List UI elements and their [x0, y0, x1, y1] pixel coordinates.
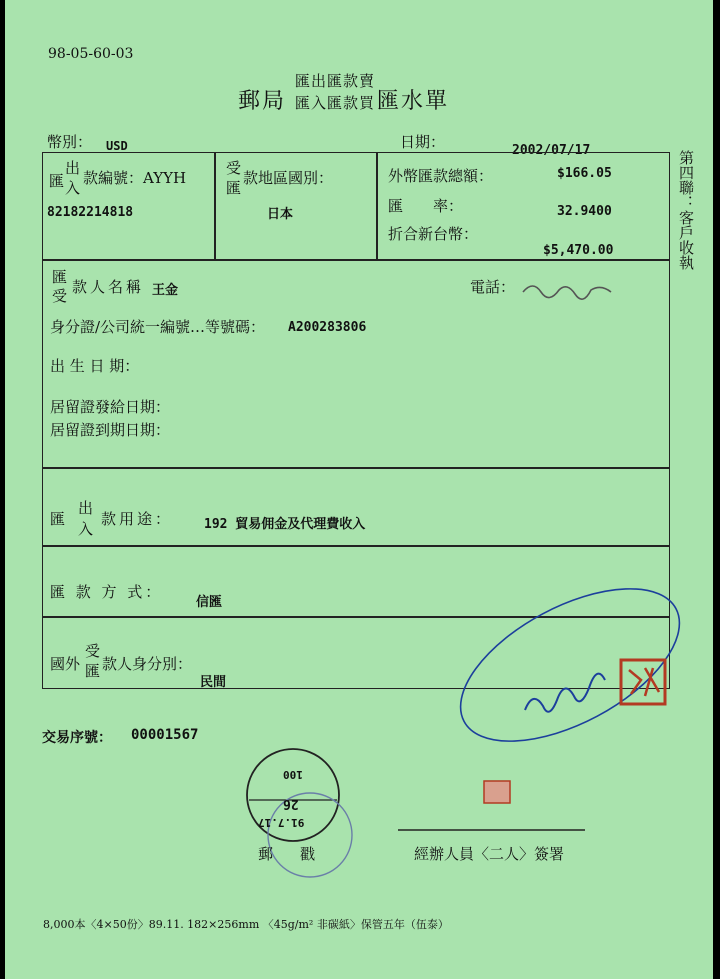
postmark-line1: 100 [283, 768, 303, 781]
residence-expire-label: 居留證到期日期： [50, 421, 171, 439]
postmark-line2: 26 [283, 796, 299, 811]
phone-label: 電話： [470, 278, 516, 296]
identity-top: 受 [85, 642, 101, 660]
marks-layer [5, 0, 713, 979]
method-value: 信匯 [196, 595, 223, 610]
identity-bottom: 匯 [85, 662, 101, 680]
postmark-faint [268, 793, 352, 877]
country-label: 款地區國別： [243, 169, 334, 187]
signature-ellipse [437, 557, 703, 772]
title-top-line: 匯出匯款賣 [295, 72, 376, 90]
postmark-line3: 91.7.17 [258, 816, 305, 829]
fx-total-label: 外幣匯款總額： [388, 167, 494, 185]
fx-total-value: $166.05 [557, 166, 612, 181]
form-code: 98-05-60-03 [48, 46, 134, 62]
country-top: 受 [226, 159, 242, 177]
title-bottom-line: 匯入匯款買 [295, 94, 376, 112]
purpose-prefix: 匯 [50, 510, 66, 528]
id-label: 身分證/公司統一編號…等號碼： [50, 318, 266, 336]
date-value: 2002/07/17 [512, 143, 591, 158]
signature-scrawl [525, 674, 605, 712]
method-label: 匯 款 方 式： [50, 583, 164, 601]
remit-no-bottom: 入 [65, 179, 81, 197]
payee-top: 匯 [52, 268, 68, 286]
identity-value: 民間 [200, 675, 227, 690]
remit-no-label: 款編號：AYYH [83, 169, 187, 187]
postmark-label: 郵 戳 [258, 845, 322, 863]
birth-label: 出 生 日 期： [50, 357, 140, 375]
country-value: 日本 [267, 207, 294, 222]
phone-scribble [523, 286, 611, 299]
remittance-slip [5, 0, 713, 979]
fx-twd-label: 折合新台幣： [388, 225, 479, 243]
fx-twd-value: $5,470.00 [543, 243, 614, 258]
payee-name: 王金 [152, 283, 179, 298]
purpose-value: 192 貿易佣金及代理費收入 [204, 517, 366, 532]
currency-value: USD [106, 139, 128, 153]
purpose-bottom: 入 [78, 520, 94, 538]
remit-no-top: 出 [65, 159, 81, 177]
purpose-label: 款用途： [101, 510, 174, 528]
serial-label: 交易序號： [42, 730, 112, 746]
payee-name-label: 款人名稱 [72, 278, 145, 296]
fx-rate-label: 匯 率： [388, 197, 464, 215]
currency-label: 幣別： [47, 133, 93, 151]
payee-bottom: 受 [52, 287, 68, 305]
remit-no-value: 82182214818 [47, 205, 134, 220]
fx-rate-value: 32.9400 [557, 204, 612, 219]
copy-label: 第四聯：客戶收執 [677, 150, 695, 270]
title-left: 郵局 [238, 89, 287, 114]
residence-issue-label: 居留證發給日期： [50, 398, 171, 416]
title-right: 匯水單 [377, 89, 450, 114]
serial-value: 00001567 [131, 727, 199, 743]
footer-note: 8,000本〈4×50份〉89.11. 182×256mm 〈45g/m² 非碳紙〉保管五年（伍泰） [43, 918, 449, 931]
purpose-top: 出 [78, 499, 94, 517]
identity-prefix: 國外 [50, 655, 81, 673]
country-bottom: 匯 [226, 179, 242, 197]
clerk-sign-label: 經辦人員〈二人〉簽署 [414, 845, 565, 863]
remit-no-prefix: 匯 [49, 172, 65, 190]
identity-label: 款人身分別： [102, 655, 193, 673]
small-seal [484, 781, 510, 803]
id-value: A200283806 [288, 320, 367, 335]
date-label: 日期： [400, 133, 446, 151]
